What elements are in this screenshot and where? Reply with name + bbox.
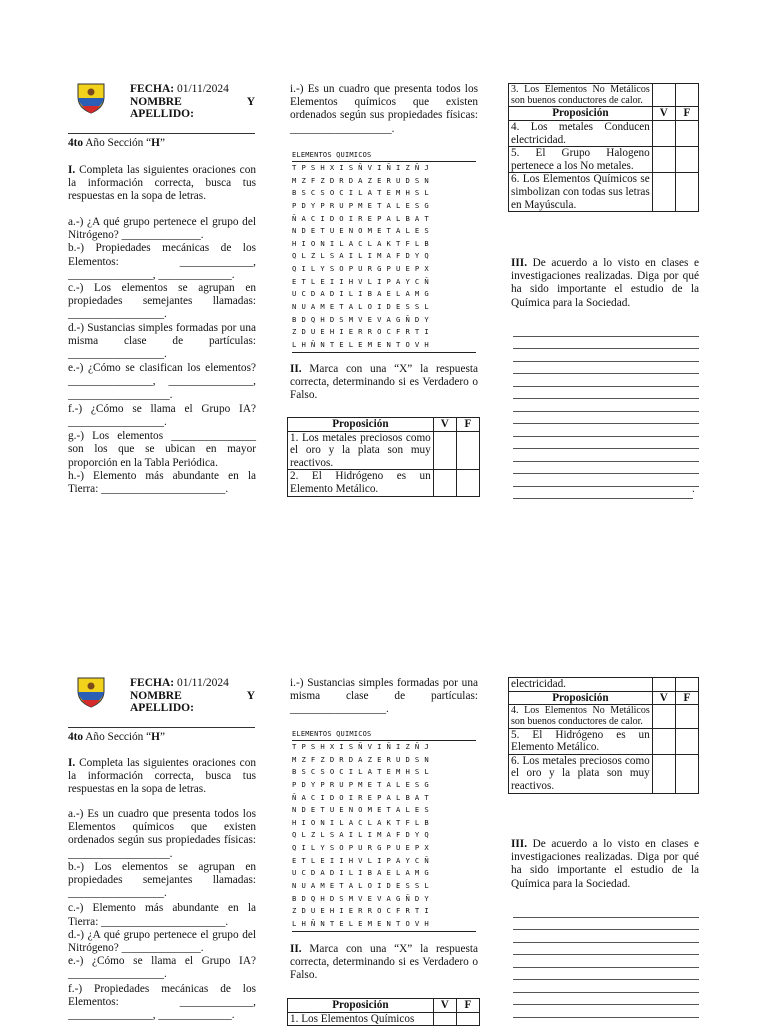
col-v: V [433,418,456,432]
wordsearch-row: B S C S O C I L A T E M H S L [292,767,430,777]
answer-lines-top[interactable] [513,324,699,499]
answer-line[interactable] [513,362,699,375]
wordsearch-title: ELEMENTOS QUIMICOS [292,151,372,159]
wordsearch-title: ELEMENTOS QUIMICOS [292,730,372,738]
proposition-cell: 6. Los Elementos Químicos se simbolizan con todas sus letras en Mayúscula. [509,173,653,212]
col-f: F [456,418,479,432]
anio-bold: 4to [68,731,84,743]
wordsearch-row: Ñ A C I D O I R E P A L B A T [292,213,430,223]
fecha-label: FECHA: [130,83,175,95]
wordsearch-row: L H Ñ N T E L E M E N T O V H [292,918,430,928]
answer-line[interactable] [513,993,699,1006]
answer-line[interactable] [513,437,699,450]
col-proposicion: Proposición [509,691,653,705]
section2-roman: II. [290,943,302,955]
section1-text: Completa las siguientes oraciones con la información correcta, busca tus respuestas en la sopa de letras. [68,164,256,203]
wordsearch-row: M Z F Z D R D A Z E R U D S N [292,754,430,764]
question-item: h.-) Elemento más abundante en la Tierra: ______________________. [68,469,256,496]
wordsearch-row: Q L Z L S A I L I M A F D Y Q [292,830,430,840]
question-item: a.-) ¿A qué grupo pertenece el grupo del Nitrógeno? ______________. [68,216,256,242]
question-item: b.-) Propiedades mecánicas de los Elementos: _____________, _______________, _____________. [68,242,256,281]
answer-f-cell[interactable] [675,754,698,793]
question-item: a.-) Es un cuadro que presenta todos los Elementos químicos que existen ordenados según sus propiedades físicas: __________________. [68,808,256,860]
col-v: V [433,999,456,1013]
question-item: b.-) Los elementos se agrupan en propiedades semejantes llamadas: _________________. [68,860,256,900]
nombre-label: NOMBRE [130,690,182,702]
answer-line[interactable] [513,337,699,350]
fecha-line [130,83,229,96]
anio-text: Año Sección “ [85,731,152,743]
answer-line[interactable] [513,918,699,931]
top-questions [68,216,256,496]
col-proposicion: Proposición [288,418,434,432]
answer-f-cell[interactable] [675,173,698,212]
name-rule [68,133,255,134]
answer-f-cell[interactable] [456,470,479,496]
wordsearch-row: E T L E I I H V L I P A Y C Ñ [292,276,430,286]
section3-instruction [511,838,699,891]
question-item: c.-) Elemento más abundante en la Tierra: ______________________. [68,902,256,928]
col-f: F [675,107,698,121]
question-item: d.-) Sustancias simples formadas por una misma clase de partículas: _________________. [68,321,256,361]
bottom-questions [68,808,256,1022]
section3-roman: III. [511,838,528,850]
answer-f-cell[interactable] [675,705,698,728]
section1-instruction [68,164,256,204]
answer-v-cell[interactable] [652,84,675,107]
wordsearch-row: H I O N I L A C L A K T F L B [292,238,430,248]
answer-lines-bottom[interactable] [513,905,699,1018]
wordsearch-row: N D E T U E N O M E T A L E S [292,226,430,236]
answer-line[interactable] [513,462,699,475]
anio-seccion [68,731,258,744]
wordsearch-row: T P S H X I S Ñ V I Ñ I Z Ñ J [292,163,430,172]
anio-quote: ” [159,731,165,743]
wordsearch-row: L H Ñ N T E L E M E N T O V H [292,339,430,349]
apellido-label: APELLIDO: [130,702,194,714]
anio-seccion [68,137,258,150]
name-rule [68,727,255,728]
answer-f-cell[interactable] [675,678,698,692]
answer-line[interactable] [513,399,699,412]
section1-roman: I. [68,757,76,769]
section2-roman: II. [290,363,302,375]
proposition-cell: 1. Los metales preciosos como el oro y la plata son muy reactivos. [288,431,434,470]
fecha-label: FECHA: [130,677,175,689]
answer-line[interactable] [513,487,693,500]
wordsearch-row: Q I L Y S O P U R G P U E P X [292,843,430,853]
fecha-value: 01/11/2024 [176,83,229,95]
wordsearch-row: B S C S O C I L A T E M H S L [292,188,430,198]
wordsearch-row: Z D U E H I E R R O C F R T I [292,906,430,916]
wordsearch-grid [292,161,476,353]
proposition-cell: 4. Los Elementos No Metálicos son buenos conductores de calor. [509,705,653,728]
answer-line[interactable] [513,1005,699,1018]
answer-line[interactable] [513,349,699,362]
col-f: F [675,691,698,705]
wordsearch-row: U C D A D I L I B A E L A M G [292,289,430,299]
answer-v-cell[interactable] [652,728,675,754]
answer-line[interactable] [513,387,699,400]
truefalse-table-bottom-right [508,677,699,794]
wordsearch-row: E T L E I I H V L I P A Y C Ñ [292,855,430,865]
section2-text: Marca con una “X” la respuesta correcta, determinando si es Verdadero o Falso. [290,943,479,982]
col-f: F [456,999,479,1013]
question-item: e.-) ¿Cómo se clasifican los elementos? _______________, _______________, __________________. [68,362,256,401]
wordsearch-row: Ñ A C I D O I R E P A L B A T [292,792,430,802]
y-label: Y [246,690,255,702]
wordsearch-row: N D E T U E N O M E T A L E S [292,805,430,815]
answer-v-cell[interactable] [652,678,675,692]
wordsearch-row: P D Y P R U P M E T A L E S G [292,200,430,210]
answer-line[interactable] [513,905,699,918]
answer-f-cell[interactable] [675,728,698,754]
nombre-label: NOMBRE [130,96,182,108]
answer-v-cell[interactable] [433,470,456,496]
answer-line[interactable] [513,930,699,943]
section3-instruction [511,257,699,310]
answer-v-cell[interactable] [652,147,675,173]
question-item: f.-) Propiedades mecánicas de los Elementos: _____________, _______________, _____________. [68,982,256,1022]
col-v: V [652,691,675,705]
proposition-cell: 3. Los Elementos No Metálicos son buenos conductores de calor. [509,84,653,107]
answer-line[interactable] [513,374,699,387]
question-i: i.-) Sustancias simples formadas por una misma clase de partículas: _________________. [290,677,478,716]
proposition-cell: 1. Los Elementos Químicos [288,1012,434,1026]
fecha-line [130,677,229,690]
answer-v-cell[interactable] [652,705,675,728]
section3-text: De acuerdo a lo visto en clases e investigaciones realizadas. Diga por qué ha sido importante el estudio de la Química para la Sociedad. [511,838,699,890]
answer-line[interactable] [513,412,699,425]
nombre-line [130,690,255,703]
seccion-letter: H [151,731,160,743]
col-proposicion: Proposición [509,107,653,121]
section1-roman: I. [68,164,76,176]
section2-instruction [290,943,478,983]
y-label: Y [246,96,255,108]
truefalse-table-top-mid [287,417,480,497]
col-v: V [652,107,675,121]
answer-line[interactable] [513,955,699,968]
col-proposicion: Proposición [288,999,434,1013]
question-item: f.-) ¿Cómo se llama el Grupo IA? _________________. [68,402,256,429]
section3-text: De acuerdo a lo visto en clases e investigaciones realizadas. Diga por qué ha sido importante el estudio de la Química para la Sociedad. [511,257,699,309]
anio-text: Año Sección “ [85,137,152,149]
answer-v-cell[interactable] [652,754,675,793]
end-dot: . [692,483,695,495]
wordsearch-grid [292,740,476,932]
wordsearch [292,151,476,351]
wordsearch-row: P D Y P R U P M E T A L E S G [292,779,430,789]
wordsearch-row: Q L Z L S A I L I M A F D Y Q [292,251,430,261]
wordsearch-row: T P S H X I S Ñ V I Ñ I Z Ñ J [292,742,430,751]
section1-instruction [68,757,256,797]
answer-line[interactable] [513,474,699,487]
answer-line[interactable] [513,943,699,956]
wordsearch-row: B D Q H D S M V E V A G Ñ D Y [292,314,430,324]
wordsearch-row: U C D A D I L I B A E L A M G [292,868,430,878]
answer-line[interactable] [513,980,699,993]
anio-quote: ” [159,137,165,149]
proposition-cell: 6. Los metales preciosos como el oro y la plata son muy reactivos. [509,754,653,793]
answer-v-cell[interactable] [652,173,675,212]
answer-v-cell[interactable] [652,121,675,147]
answer-v-cell[interactable] [433,431,456,470]
truefalse-table-bottom-mid [287,998,480,1026]
school-shield-logo [76,676,106,708]
proposition-cell: 5. El Grupo Halogeno pertenece a los No metales. [509,147,653,173]
proposition-cell: electricidad. [509,678,653,692]
apellido-label: APELLIDO: [130,108,194,120]
proposition-cell: 2. El Hidrógeno es un Elemento Metálico. [288,470,434,496]
answer-f-cell[interactable] [456,431,479,470]
question-item: e.-) ¿Cómo se llama el Grupo IA? _________________. [68,955,256,981]
answer-line[interactable] [513,449,699,462]
answer-f-cell[interactable] [675,84,698,107]
question-i: i.-) Es un cuadro que presenta todos los Elementos químicos que existen ordenados según sus propiedades físicas: __________________. [290,83,478,135]
wordsearch [292,730,476,930]
truefalse-table-top-right [508,83,699,212]
question-item: g.-) Los elementos _______________ son los que se ubican en mayor proporción en la Tabla Periódica. [68,430,256,469]
question-item: d.-) ¿A qué grupo pertenece el grupo del Nitrógeno? ______________. [68,928,256,955]
wordsearch-row: B D Q H D S M V E V A G Ñ D Y [292,893,430,903]
anio-bold: 4to [68,137,84,149]
answer-f-cell[interactable] [675,121,698,147]
answer-line[interactable] [513,324,699,337]
fecha-value: 01/11/2024 [176,677,229,689]
wordsearch-row: H I O N I L A C L A K T F L B [292,817,430,827]
nombre-line [130,96,255,109]
school-shield-logo [76,82,106,114]
section2-text: Marca con una “X” la respuesta correcta, determinando si es Verdadero o Falso. [290,363,479,402]
answer-line[interactable] [513,968,699,981]
section1-text: Completa las siguientes oraciones con la información correcta, busca tus respuestas en la sopa de letras. [68,757,256,796]
proposition-cell: 5. El Hidrógeno es un Elemento Metálico. [509,728,653,754]
wordsearch-row: Q I L Y S O P U R G P U E P X [292,264,430,274]
section2-instruction [290,363,478,403]
wordsearch-row: N U A M E T A L O I D E S S L [292,881,430,891]
proposition-cell: 4. Los metales Conducen electricidad. [509,121,653,147]
seccion-letter: H [151,137,160,149]
wordsearch-row: Z D U E H I E R R O C F R T I [292,327,430,337]
wordsearch-row: M Z F Z D R D A Z E R U D S N [292,175,430,185]
answer-f-cell[interactable] [675,147,698,173]
wordsearch-row: N U A M E T A L O I D E S S L [292,302,430,312]
question-item: c.-) Los elementos se agrupan en propiedades semejantes llamadas: _________________. [68,282,256,321]
answer-line[interactable] [513,424,699,437]
section3-roman: III. [511,257,528,269]
